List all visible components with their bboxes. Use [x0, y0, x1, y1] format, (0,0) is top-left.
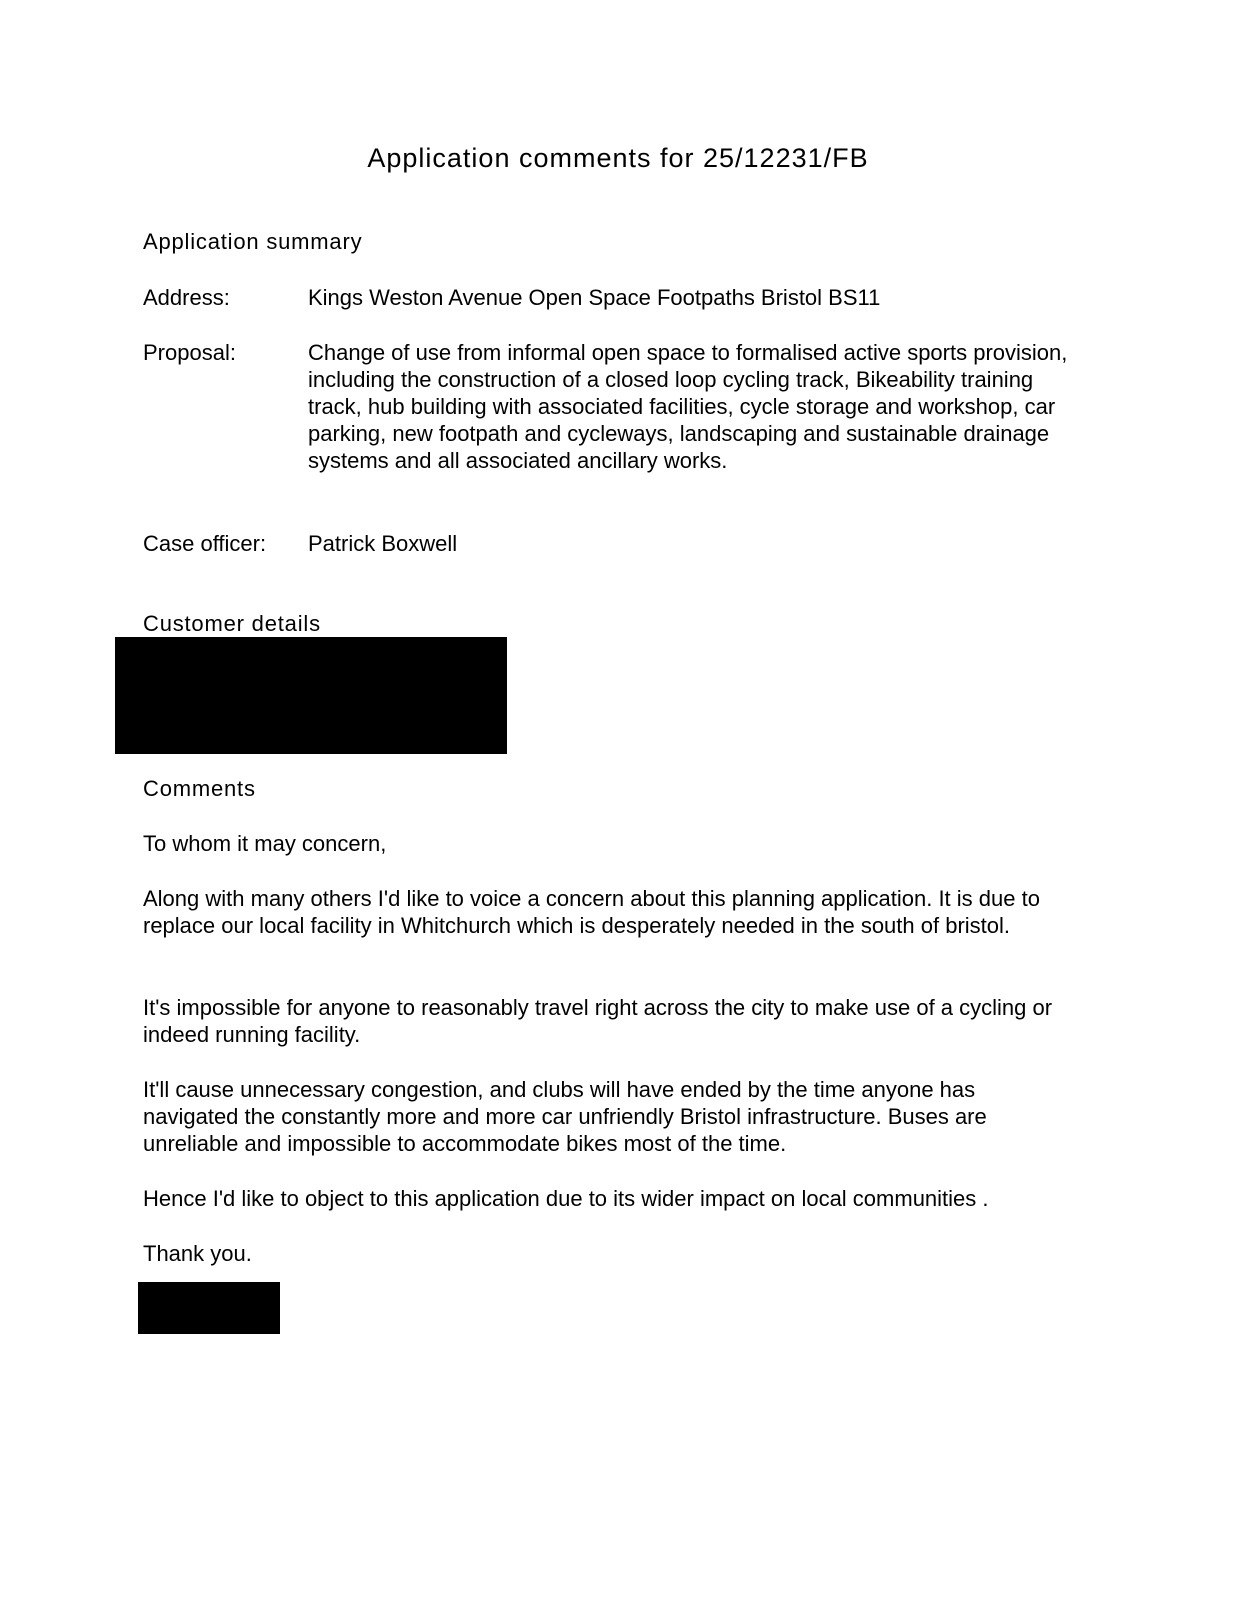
proposal-label: Proposal:: [143, 340, 236, 365]
redacted-signature: [138, 1282, 280, 1334]
customer-details-heading: Customer details: [143, 611, 321, 636]
proposal-value: Change of use from informal open space to formalised active sports provision, including the construction of a closed loop cycling track, Bikeability training track, hub building with associated facilities, cycle storage and workshop, car parking, new footpath and cycleways, landscaping and sustainable drainage systems and all associated ancillary works.: [308, 340, 1068, 473]
address-row: [143, 284, 1083, 311]
redacted-customer-details: [115, 637, 507, 754]
case-officer-value: Patrick Boxwell: [308, 531, 458, 556]
case-officer-label: Case officer:: [143, 531, 267, 556]
application-summary-heading: Application summary: [143, 229, 363, 254]
comment-greeting: To whom it may concern,: [143, 831, 387, 856]
proposal-row: [143, 339, 1083, 474]
comment-paragraph: Hence I'd like to object to this application due to its wider impact on local communities .: [143, 1186, 989, 1211]
comment-paragraph: It'll cause unnecessary congestion, and clubs will have ended by the time anyone has navigated the constantly more and more car unfriendly Bristol infrastructure. Buses are unreliable and impossible to accommodate bikes most of the time.: [143, 1077, 987, 1156]
address-label: Address:: [143, 285, 230, 310]
comment-paragraph: It's impossible for anyone to reasonably travel right across the city to make use of a cycling or indeed running facility.: [143, 995, 1053, 1047]
address-value: Kings Weston Avenue Open Space Footpaths Bristol BS11: [308, 285, 881, 310]
document-title: Application comments for 25/12231/FB: [367, 143, 869, 173]
comment-paragraph: Along with many others I'd like to voice a concern about this planning application. It is due to replace our local facility in Whitchurch which is desperately needed in the south of bristol.: [143, 886, 1040, 938]
comments-heading: Comments: [143, 776, 256, 801]
comment-closing: Thank you.: [143, 1241, 252, 1266]
case-officer-row: [143, 530, 1083, 557]
